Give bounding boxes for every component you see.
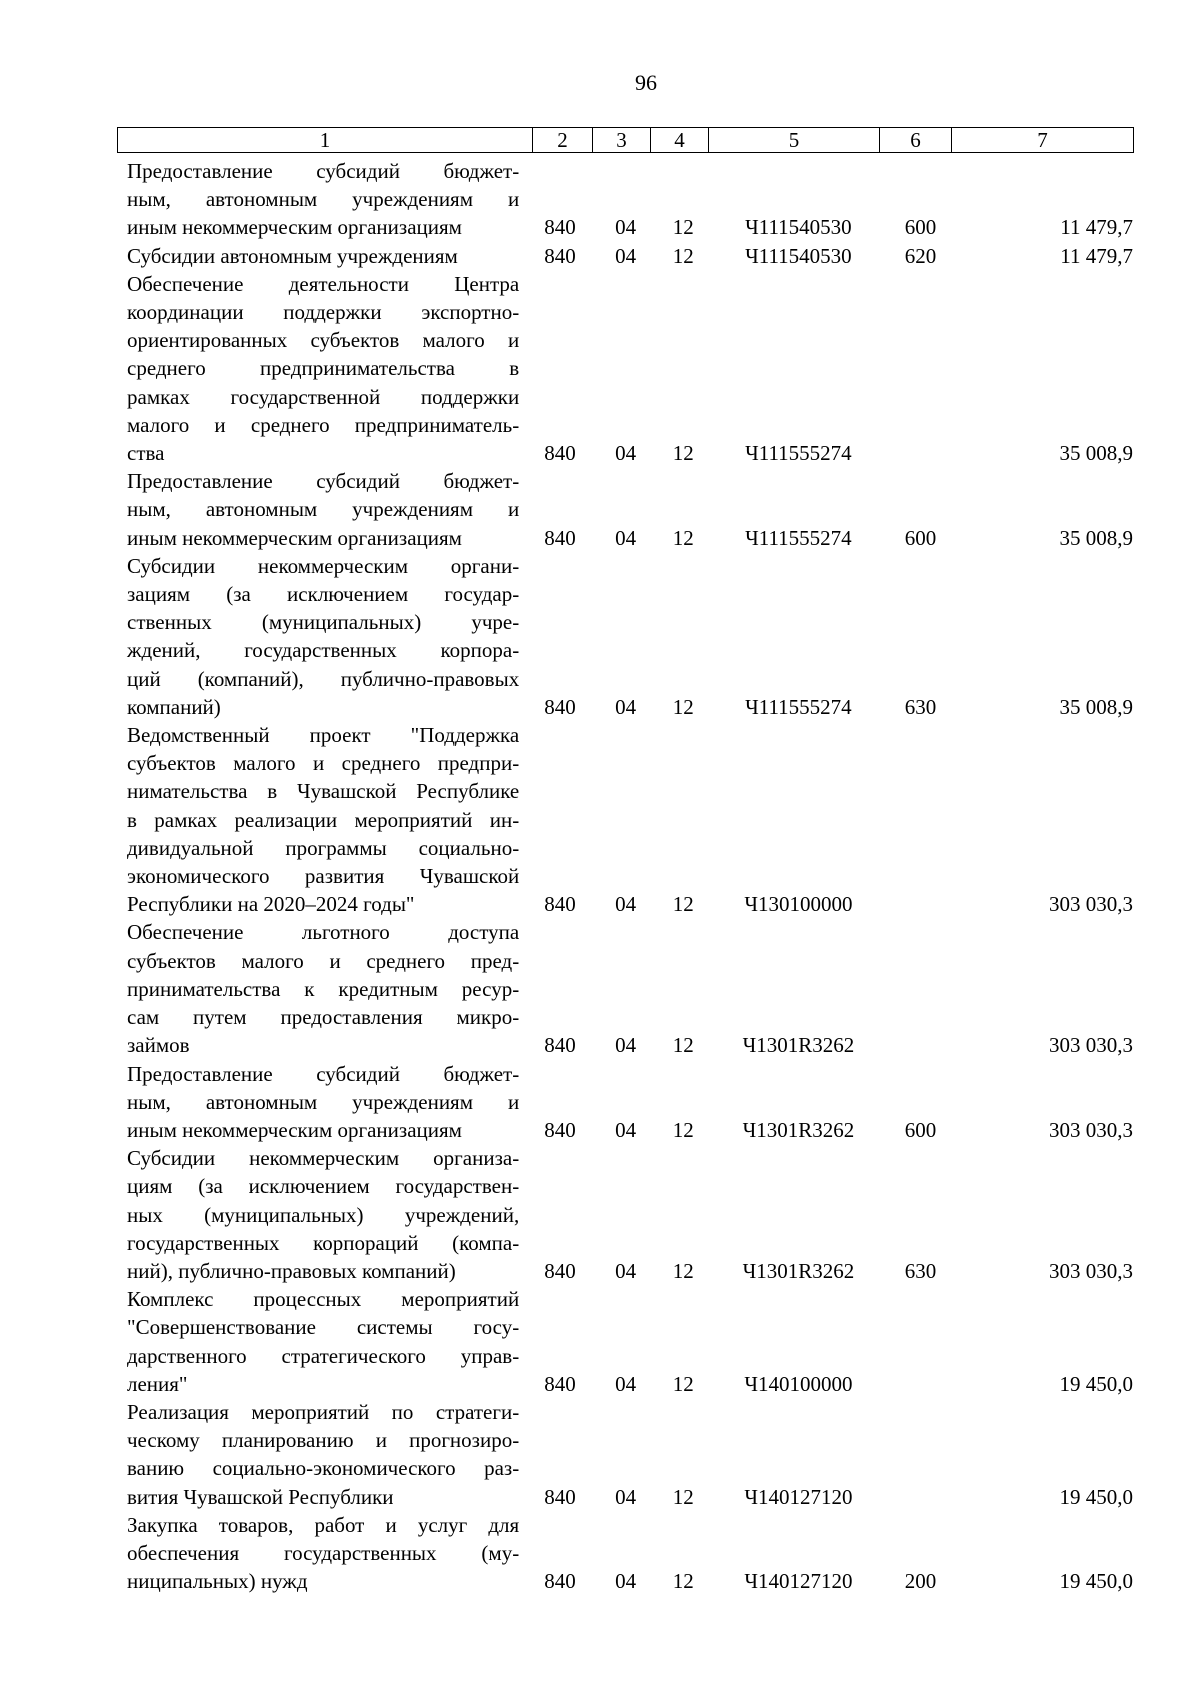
section-code: 04 [615,215,637,240]
row-name-line: дарственного стратегического управ- [127,1343,520,1368]
target-article-code: Ч1301R3262 [742,1033,855,1058]
subsection-code: 12 [672,525,694,550]
table-row [127,1398,1133,1511]
amount: 11 479,7 [1060,243,1133,268]
section-code: 04 [615,243,637,268]
amount: 35 008,9 [1059,441,1133,466]
row-name-line: Обеспечение деятельности Центра [127,271,520,296]
ministry-code: 840 [544,525,576,550]
column-header-table [117,127,1134,153]
row-name-line: сам путем предоставления микро- [127,1005,520,1030]
row-name-line: ванию социально-экономического раз- [127,1456,520,1481]
table-row [127,918,1133,1059]
ministry-code: 840 [544,1569,576,1594]
table-row [127,242,1133,270]
row-name-line: Ведомственный проект "Поддержка [127,723,520,748]
amount: 19 450,0 [1059,1371,1133,1396]
row-name-line: ждений, государственных корпора- [127,638,520,663]
row-name [127,270,519,467]
column-header-5: 5 [709,128,880,153]
ministry-code: 840 [544,1117,576,1142]
row-name-line: вития Чувашской Республики [127,1484,394,1509]
row-name-line: Обеспечение льготного доступа [127,920,520,945]
row-name-line: Комплекс процессных мероприятий [127,1287,520,1312]
table-row [127,1285,1133,1398]
table-row [127,721,1133,918]
row-name-line: в рамках реализации мероприятий ин- [127,807,520,832]
row-name-line: ным, автономным учреждениям и [127,187,520,212]
row-name [127,1511,519,1596]
row-name [127,1398,519,1511]
amount: 35 008,9 [1059,525,1133,550]
row-name-line: ных (муниципальных) учреждений, [127,1202,520,1227]
amount: 19 450,0 [1059,1569,1133,1594]
row-name-line: координации поддержки экспортно- [127,300,520,325]
row-name-line: займов [127,1033,190,1058]
row-name-line: ным, автономным учреждениям и [127,1089,520,1114]
subsection-code: 12 [672,1569,694,1594]
row-name-line: субъектов малого и среднего пред- [127,948,520,973]
column-header-7: 7 [952,128,1134,153]
expense-type-code: 600 [904,215,937,240]
target-article-code: Ч140127120 [744,1569,853,1594]
expense-type-code: 600 [904,525,937,550]
row-name [127,721,519,918]
column-header-row [118,128,1134,153]
row-name-line: рамках государственной поддержки [127,384,520,409]
target-article-code: Ч140100000 [744,1371,853,1396]
section-code: 04 [615,1033,637,1058]
target-article-code: Ч130100000 [744,892,853,917]
ministry-code: 840 [544,1033,576,1058]
row-name-line: ческому планированию и прогнозиро- [127,1428,520,1453]
row-name-line: Предоставление субсидий бюджет- [127,159,520,183]
row-name-line: обеспечения государственных (му- [127,1540,520,1565]
table-row [127,1060,1133,1145]
table-row [127,270,1133,467]
subsection-code: 12 [672,441,694,466]
target-article-code: Ч111555274 [745,525,852,550]
table-row [127,552,1133,721]
target-article-code: Ч111555274 [745,441,852,466]
row-name [127,1060,519,1145]
subsection-code: 12 [672,694,694,719]
row-name-line: иным некоммерческим организациям [127,215,462,240]
row-name-line: государственных корпораций (компа- [127,1230,520,1255]
expense-type-code: 620 [904,243,937,268]
row-name-line: экономического развития Чувашской [127,864,520,889]
row-name-line: зациям (за исключением государ- [127,582,520,607]
amount: 19 450,0 [1059,1484,1133,1509]
column-header-2: 2 [533,128,593,153]
row-name-line: Субсидии автономным учреждениям [127,243,458,268]
row-name [127,918,519,1059]
subsection-code: 12 [672,1371,694,1396]
column-header-4: 4 [651,128,709,153]
amount: 303 030,3 [1049,1033,1133,1058]
row-name-line: Субсидии некоммерческим организа- [127,1146,520,1171]
subsection-code: 12 [672,892,694,917]
target-article-code: Ч111540530 [745,215,852,240]
subsection-code: 12 [672,1484,694,1509]
section-code: 04 [615,1258,637,1283]
ministry-code: 840 [544,243,576,268]
section-code: 04 [615,525,637,550]
row-name-line: Предоставление субсидий бюджет- [127,469,520,494]
subsection-code: 12 [672,1033,694,1058]
section-code: 04 [615,441,637,466]
row-name-line: Предоставление субсидий бюджет- [127,1061,520,1086]
target-article-code: Ч111540530 [745,243,852,268]
section-code: 04 [615,892,637,917]
target-article-code: Ч140127120 [744,1484,853,1509]
column-header-3: 3 [593,128,651,153]
row-name-line: ства [127,441,165,466]
amount: 35 008,9 [1059,694,1133,719]
row-name-line: ления" [127,1371,188,1396]
amount: 303 030,3 [1049,1258,1133,1283]
row-name [127,467,519,552]
ministry-code: 840 [544,694,576,719]
row-name-line: "Совершенствование системы госу- [127,1315,520,1340]
row-name-line: ниципальных) нужд [127,1569,308,1594]
row-name-line: ций (компаний), публично-правовых [127,666,520,691]
table-row [127,1144,1133,1285]
table-row [127,157,1133,242]
row-name [127,1144,519,1285]
column-header-1: 1 [118,128,533,153]
row-name-line: иным некоммерческим организациям [127,1117,462,1142]
table-row [127,1511,1133,1596]
section-code: 04 [615,1484,637,1509]
row-name-line: ным, автономным учреждениям и [127,497,520,522]
row-name-line: циям (за исключением государствен- [127,1174,520,1199]
ministry-code: 840 [544,215,576,240]
amount: 303 030,3 [1049,892,1133,917]
section-code: 04 [615,1117,637,1142]
subsection-code: 12 [672,1117,694,1142]
section-code: 04 [615,694,637,719]
row-name-line: Закупка товаров, работ и услуг для [127,1512,520,1537]
row-name-line: ориентированных субъектов малого и [127,328,520,353]
expense-type-code: 630 [904,1258,937,1283]
column-header-6: 6 [880,128,952,153]
amount: 303 030,3 [1049,1117,1133,1142]
table-row [127,467,1133,552]
row-name-line: нимательства в Чувашской Республике [127,779,520,804]
row-name-line: компаний) [127,694,221,719]
row-name-line: малого и среднего предприниматель- [127,412,520,437]
row-name-line: Субсидии некоммерческим органи- [127,553,520,578]
ministry-code: 840 [544,441,576,466]
ministry-code: 840 [544,1484,576,1509]
row-name [127,242,519,270]
row-name-line: Реализация мероприятий по стратеги- [127,1399,520,1424]
subsection-code: 12 [672,1258,694,1283]
row-name-line: ний), публично-правовых компаний) [127,1258,456,1283]
row-name [127,552,519,721]
section-code: 04 [615,1371,637,1396]
row-name [127,157,519,242]
subsection-code: 12 [672,215,694,240]
target-article-code: Ч111555274 [745,694,852,719]
ministry-code: 840 [544,1258,576,1283]
expense-type-code: 600 [904,1117,937,1142]
subsection-code: 12 [672,243,694,268]
ministry-code: 840 [544,892,576,917]
row-name-line: ственных (муниципальных) учре- [127,610,520,635]
expense-type-code: 630 [904,694,937,719]
amount: 11 479,7 [1060,215,1133,240]
row-name-line: принимательства к кредитным ресур- [127,976,520,1001]
target-article-code: Ч1301R3262 [742,1117,855,1142]
section-code: 04 [615,1569,637,1594]
row-name-line: Республики на 2020–2024 годы" [127,892,415,917]
ministry-code: 840 [544,1371,576,1396]
row-name-line: иным некоммерческим организациям [127,525,462,550]
row-name-line: дивидуальной программы социально- [127,835,520,860]
row-name-line: среднего предпринимательства в [127,356,520,381]
budget-table-body [127,157,1133,1595]
row-name [127,1285,519,1398]
expense-type-code: 200 [904,1569,937,1594]
row-name-line: субъектов малого и среднего предпри- [127,751,520,776]
page-number: 96 [635,70,657,95]
target-article-code: Ч1301R3262 [742,1258,855,1283]
